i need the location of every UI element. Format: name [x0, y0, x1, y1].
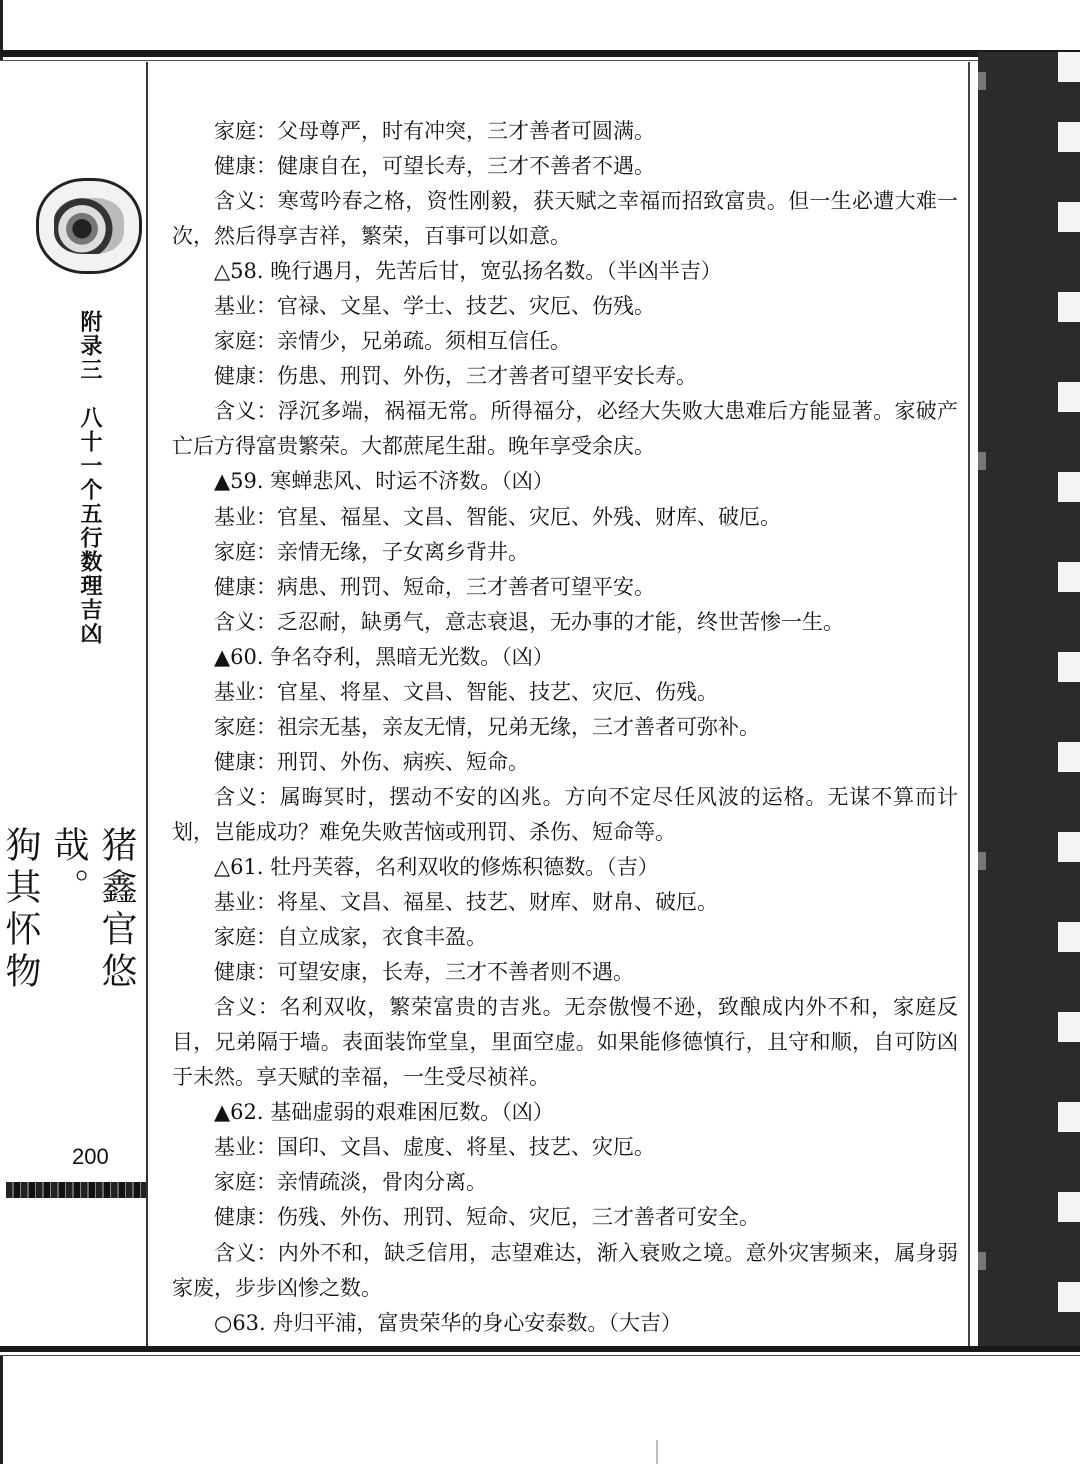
sprocket-hole	[1058, 1012, 1080, 1042]
text-paragraph: 含义：寒莺吟春之格，资性刚毅，获天赋之幸福而招致富贵。但一生必遭大难一次，然后得享吉祥，繁荣，百事可以如意。	[172, 189, 958, 249]
entry-heading: ○63. 舟归平浦，富贵荣华的身心安泰数。（大吉）	[214, 1310, 682, 1335]
text-paragraph: 家庭：父母尊严，时有冲突，三才善者可圆满。	[214, 119, 655, 143]
entry-heading: △61. 牡丹芙蓉，名利双收的修炼积德数。（吉）	[214, 854, 659, 879]
text-paragraph: 健康：刑罚、外伤、病疾、短命。	[214, 749, 529, 774]
film-strip-decoration	[978, 52, 1080, 1348]
page-edge-bottom	[0, 1356, 3, 1464]
sprocket-notch	[978, 452, 986, 470]
top-rule-thin	[0, 60, 980, 61]
text-paragraph: 含义：内外不和，缺乏信用，志望难达，渐入衰败之境。意外灾害频来，属身弱家废，步步凶惨之数。	[172, 1240, 958, 1300]
sprocket-hole	[1058, 562, 1080, 592]
main-text	[172, 114, 958, 1341]
entry-heading: ▲59. 寒蝉悲风、时运不济数。（凶）	[214, 469, 554, 494]
entry-heading: △58. 晚行遇月，先苦后甘，宽弘扬名数。（半凶半吉）	[214, 259, 722, 284]
sprocket-hole	[1058, 652, 1080, 682]
sprocket-hole	[1058, 922, 1080, 952]
motto-line-1: 猪鑫官悠哉。	[48, 826, 137, 994]
sprocket-hole	[1058, 52, 1080, 82]
text-paragraph: 家庭：祖宗无基，亲友无情，兄弟无缘，三才善者可弥补。	[214, 714, 760, 739]
sprocket-hole	[1058, 1282, 1080, 1312]
section-title: 附录三 八十一个五行数理吉凶	[77, 310, 102, 646]
text-paragraph: 含义：名利双收，繁荣富贵的吉兆。无奈傲慢不逊，致酿成内外不和，家庭反目，兄弟隔于墙。表面装饰堂皇，里面空虚。如果能修德慎行，且守和顺，自可防凶于未然。享天赋的幸福，一生受尽祯祥。	[172, 995, 958, 1090]
sprocket-hole	[1058, 1102, 1080, 1132]
sprocket-hole	[1058, 202, 1080, 232]
sprocket-notch	[978, 72, 986, 90]
text-paragraph: 含义：属晦冥时，摆动不安的凶兆。方向不定尽任风波的运格。无谋不算而计划，岂能成功？难免失败苦恼或刑罚、杀伤、短命等。	[172, 784, 958, 844]
text-paragraph: 家庭：亲情少，兄弟疏。须相互信任。	[214, 329, 571, 354]
text-paragraph: 含义：浮沉多端，祸福无常。所得福分，必经大失败大患难后方能显著。家破产亡后方得富贵繁荣。大都蔗尾生甜。晚年享受余庆。	[172, 399, 958, 459]
text-paragraph: 基业：国印、文昌、虚度、将星、技艺、灾厄。	[214, 1135, 655, 1160]
sprocket-hole	[1058, 382, 1080, 412]
sprocket-hole	[1058, 832, 1080, 862]
text-paragraph: 家庭：亲情疏淡，骨肉分离。	[214, 1170, 487, 1195]
text-paragraph: 健康：伤患、刑罚、外伤，三才善者可望平安长寿。	[214, 364, 697, 389]
motto-line-2: 狗其怀物	[0, 826, 41, 994]
scan-artifact	[656, 1440, 658, 1464]
text-paragraph: 健康：伤残、外伤、刑罚、短命、灾厄，三才善者可安全。	[214, 1205, 760, 1230]
sprocket-notch	[978, 1252, 986, 1270]
sprocket-hole	[1058, 292, 1080, 322]
side-motto	[0, 826, 140, 1026]
bottom-rule	[0, 1346, 1080, 1352]
text-paragraph: 健康：可望安康，长寿，三才不善者则不遇。	[214, 960, 634, 985]
emblem-pattern	[54, 198, 124, 254]
margin-rule	[146, 62, 148, 1346]
sprocket-hole	[1058, 1192, 1080, 1222]
page-number: 200	[72, 1144, 109, 1169]
text-paragraph: 含义：乏忍耐，缺勇气，意志衰退，无办事的才能，终世苦惨一生。	[214, 609, 844, 634]
text-paragraph: 家庭：亲情无缘，子女离乡背井。	[214, 539, 529, 564]
sprocket-notch	[978, 852, 986, 870]
bottom-rule-thin	[0, 1355, 1080, 1356]
text-paragraph: 家庭：自立成家，衣食丰盈。	[214, 925, 487, 950]
sprocket-hole	[1058, 122, 1080, 152]
sprocket-hole	[1058, 472, 1080, 502]
entry-heading: ▲60. 争名夺利，黑暗无光数。（凶）	[214, 644, 554, 669]
text-paragraph: 健康：病患、刑罚、短命，三才善者可望平安。	[214, 574, 655, 599]
entry-heading: ▲62. 基础虚弱的艰难困厄数。（凶）	[214, 1100, 554, 1125]
text-paragraph: 健康：健康自在，可望长寿，三才不善者不遇。	[214, 154, 655, 179]
text-paragraph: 基业：官星、将星、文昌、智能、技艺、灾厄、伤残。	[214, 679, 718, 704]
sprocket-hole	[1058, 742, 1080, 772]
right-rule	[968, 62, 970, 1346]
top-rule	[0, 50, 1080, 57]
decorative-emblem-icon	[36, 178, 142, 274]
text-paragraph: 基业：将星、文昌、福星、技艺、财库、财帛、破厄。	[214, 890, 718, 915]
text-paragraph: 基业：官禄、文星、学士、技艺、灾厄、伤残。	[214, 294, 655, 319]
text-paragraph: 基业：官星、福星、文昌、智能、灾厄、外残、财库、破厄。	[214, 504, 781, 529]
page-bar-decoration	[6, 1182, 146, 1198]
